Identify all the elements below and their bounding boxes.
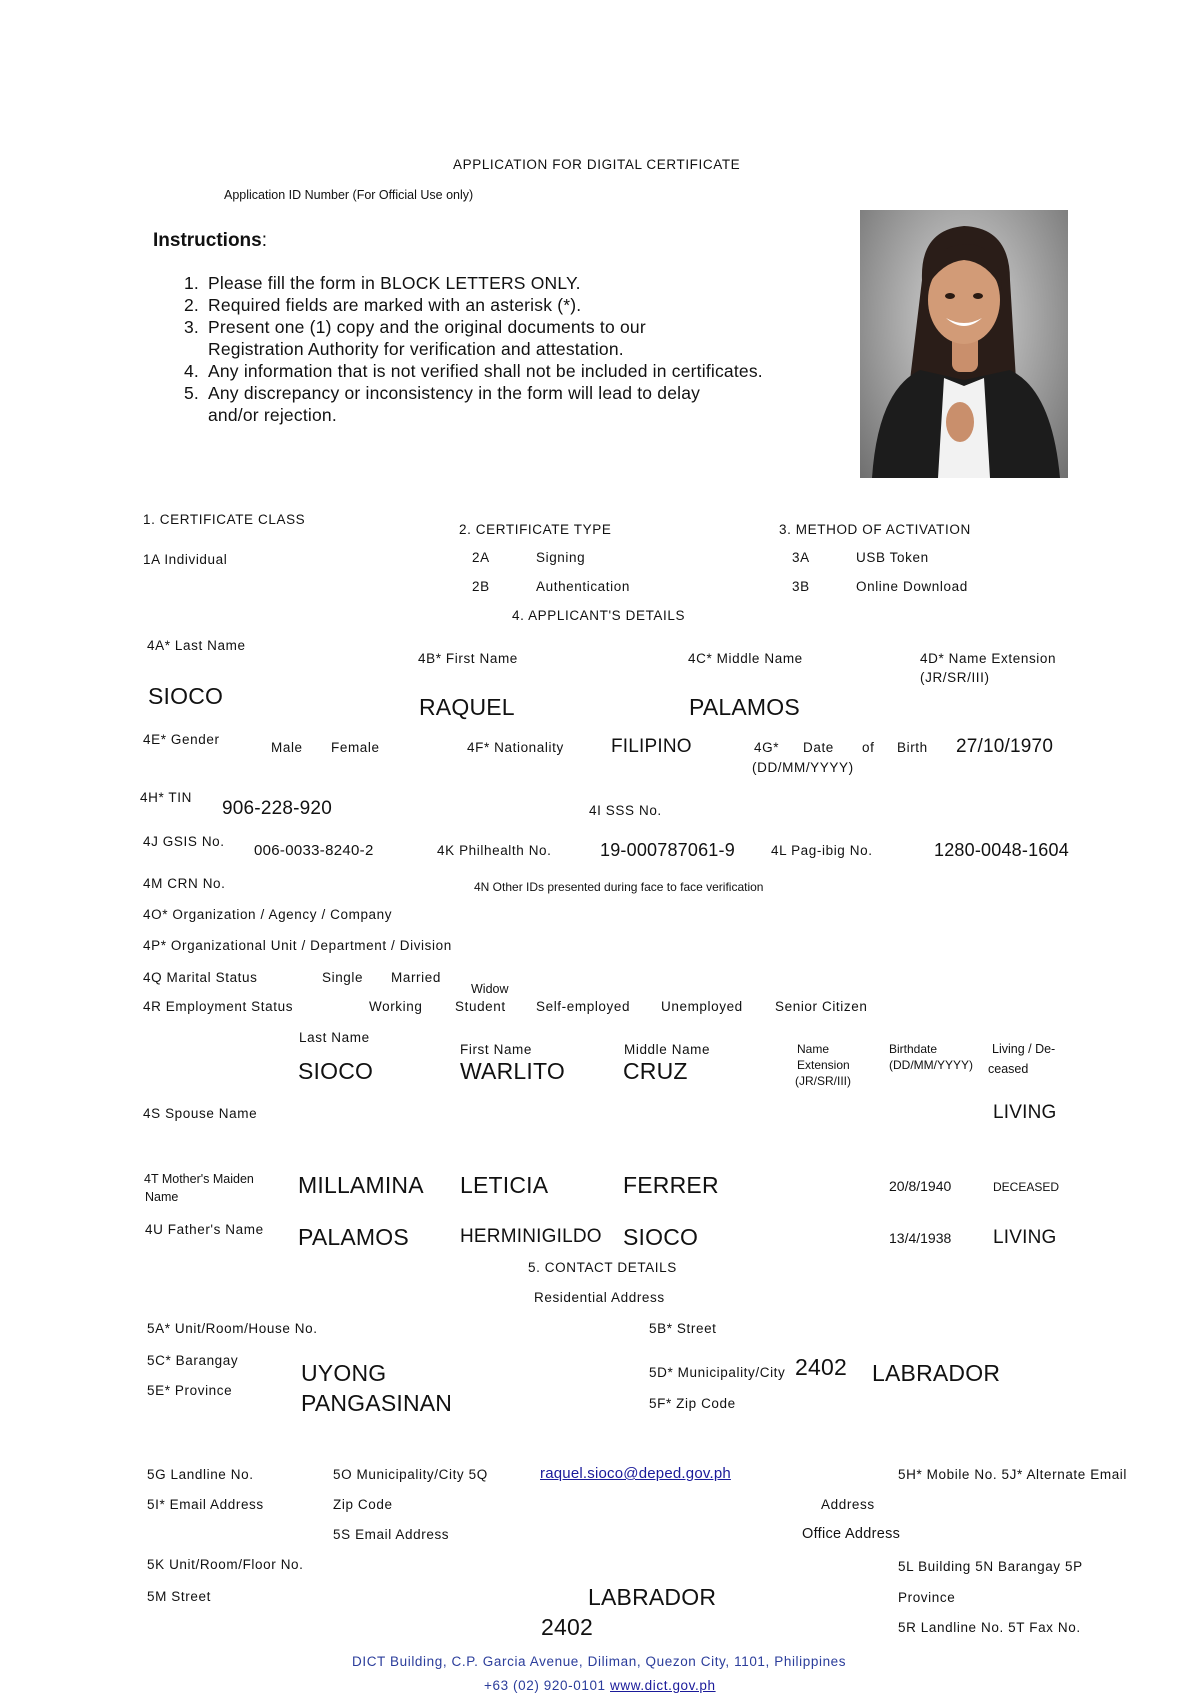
dob-label-field: 4G* (754, 740, 780, 755)
instruction-item: 5. Any discrepancy or inconsistency in the form will lead to delay and/or rejection. (204, 382, 748, 426)
building-barangay-label: 5L Building 5N Barangay 5P (898, 1559, 1083, 1574)
family-col-last-name: Last Name (299, 1030, 370, 1045)
spouse-name-label: 4S Spouse Name (143, 1106, 258, 1121)
office-street-label: 5M Street (147, 1589, 211, 1604)
contact-details-heading: 5. CONTACT DETAILS (528, 1260, 677, 1275)
last-name-value[interactable]: SIOCO (148, 683, 224, 709)
authentication-code: 2B (472, 579, 490, 594)
usb-token-option[interactable]: USB Token (856, 550, 929, 565)
office-address-heading: Office Address (802, 1526, 901, 1542)
family-col-ext-a: Name (797, 1042, 830, 1056)
spouse-last-name[interactable]: SIOCO (298, 1058, 374, 1084)
family-col-first-name: First Name (460, 1042, 533, 1057)
family-col-living-a: Living / De- (992, 1042, 1056, 1056)
employment-working-option[interactable]: Working (369, 999, 423, 1014)
mother-status[interactable]: DECEASED (993, 1180, 1060, 1194)
tin-label: 4H* TIN (140, 790, 192, 805)
barangay-value[interactable]: UYONG (301, 1360, 387, 1386)
sss-label: 4I SSS No. (589, 803, 662, 818)
father-status[interactable]: LIVING (993, 1227, 1057, 1248)
instruction-item: 2. Required fields are marked with an asterisk (*). (204, 294, 904, 316)
zip-code-label-2: Zip Code (333, 1497, 393, 1512)
father-middle-name[interactable]: SIOCO (623, 1224, 699, 1250)
applicant-photo (860, 210, 1068, 478)
barangay-label: 5C* Barangay (147, 1353, 239, 1368)
office-email-label: 5S Email Address (333, 1527, 450, 1542)
footer-address: DICT Building, C.P. Garcia Avenue, Diliman, Quezon City, 1101, Philippines (352, 1654, 847, 1669)
mother-name-label-b: Name (145, 1190, 179, 1204)
organization-label: 4O* Organization / Agency / Company (143, 907, 393, 922)
applicant-details-heading: 4. APPLICANT'S DETAILS (512, 608, 686, 623)
mother-birthdate[interactable]: 20/8/1940 (889, 1178, 952, 1194)
marital-married-option[interactable]: Married (391, 970, 441, 985)
office-zip-value[interactable]: 2402 (541, 1614, 593, 1640)
certificate-class-heading: 1. CERTIFICATE CLASS (143, 512, 306, 527)
father-first-name[interactable]: HERMINIGILDO (460, 1226, 602, 1247)
marital-widow-option[interactable]: Widow (471, 982, 509, 996)
individual-option[interactable]: 1A Individual (143, 552, 228, 567)
province-value[interactable]: PANGASINAN (301, 1390, 453, 1416)
employment-student-option[interactable]: Student (455, 999, 506, 1014)
mother-middle-name[interactable]: FERRER (623, 1172, 719, 1198)
dob-format: (DD/MM/YYYY) (752, 760, 854, 775)
marital-single-option[interactable]: Single (322, 970, 364, 985)
certificate-type-heading: 2. CERTIFICATE TYPE (459, 522, 612, 537)
gsis-value[interactable]: 006-0033-8240-2 (254, 842, 374, 859)
middle-name-value[interactable]: PALAMOS (689, 694, 800, 720)
tin-value[interactable]: 906-228-920 (222, 798, 332, 819)
spouse-status[interactable]: LIVING (993, 1102, 1057, 1123)
instructions-list (152, 272, 904, 426)
pagibig-value[interactable]: 1280-0048-1604 (934, 840, 1069, 860)
employment-unemployed-option[interactable]: Unemployed (661, 999, 743, 1014)
gender-female-option[interactable]: Female (331, 740, 380, 755)
father-last-name[interactable]: PALAMOS (298, 1224, 409, 1250)
philhealth-value[interactable]: 19-000787061-9 (600, 840, 735, 860)
first-name-value[interactable]: RAQUEL (419, 694, 515, 720)
activation-method-heading: 3. METHOD OF ACTIVATION (779, 522, 971, 537)
last-name-label: 4A* Last Name (147, 638, 246, 653)
first-name-label: 4B* First Name (418, 651, 518, 666)
father-birthdate[interactable]: 13/4/1938 (889, 1230, 952, 1246)
employment-senior-citizen-option[interactable]: Senior Citizen (775, 999, 868, 1014)
zip-code-label: 5F* Zip Code (649, 1396, 736, 1411)
footer-contact (484, 1678, 716, 1693)
street-label: 5B* Street (649, 1321, 717, 1336)
municipality-value[interactable]: LABRADOR (872, 1360, 1001, 1386)
spouse-middle-name[interactable]: CRUZ (623, 1058, 688, 1084)
signing-code: 2A (472, 550, 490, 565)
dob-label-birth: Birth (897, 740, 928, 755)
application-id-label: Application ID Number (For Official Use only) (224, 188, 474, 202)
signing-option[interactable]: Signing (536, 550, 586, 565)
name-extension-format: (JR/SR/III) (920, 670, 990, 685)
email-address-label: 5I* Email Address (147, 1497, 264, 1512)
family-col-birthdate-b: (DD/MM/YYYY) (889, 1058, 973, 1072)
office-municipality-value[interactable]: LABRADOR (588, 1584, 717, 1610)
dob-label-date: Date (803, 740, 834, 755)
gsis-label: 4J GSIS No. (143, 834, 225, 849)
father-name-label: 4U Father's Name (145, 1222, 264, 1237)
organizational-unit-label: 4P* Organizational Unit / Department / Division (143, 938, 452, 953)
middle-name-label: 4C* Middle Name (688, 651, 803, 666)
instruction-item: 1. Please fill the form in BLOCK LETTERS ONLY. (204, 272, 904, 294)
mobile-alternate-email-label: 5H* Mobile No. 5J* Alternate Email (898, 1467, 1127, 1482)
employment-self-employed-option[interactable]: Self-employed (536, 999, 631, 1014)
usb-token-code: 3A (792, 550, 810, 565)
portrait-image (860, 210, 1068, 478)
municipality-label: 5D* Municipality/City (649, 1365, 786, 1380)
mother-last-name[interactable]: MILLAMINA (298, 1172, 424, 1198)
landline-fax-label: 5R Landline No. 5T Fax No. (898, 1620, 1081, 1635)
name-extension-label: 4D* Name Extension (920, 651, 1057, 666)
footer-phone: +63 (02) 920-0101 (484, 1678, 606, 1693)
footer-website-link[interactable]: www.dict.gov.ph (610, 1678, 716, 1693)
office-municipality-label: 5O Municipality/City 5Q (333, 1467, 488, 1482)
dob-value[interactable]: 27/10/1970 (956, 736, 1054, 757)
gender-male-option[interactable]: Male (271, 740, 303, 755)
nationality-label: 4F* Nationality (467, 740, 564, 755)
province-label: 5E* Province (147, 1383, 233, 1398)
dob-label-of: of (862, 740, 875, 755)
employment-status-label: 4R Employment Status (143, 999, 294, 1014)
crn-label: 4M CRN No. (143, 876, 226, 891)
nationality-value[interactable]: FILIPINO (611, 736, 692, 757)
residential-zip-value[interactable]: 2402 (795, 1354, 847, 1380)
mother-name-label-a: 4T Mother's Maiden (144, 1172, 254, 1186)
email-link[interactable]: raquel.sioco@deped.gov.ph (540, 1465, 731, 1482)
form-title: APPLICATION FOR DIGITAL CERTIFICATE (453, 157, 741, 172)
instruction-item: 3. Present one (1) copy and the original documents to our Registration Authority for verification and attestation. (204, 316, 688, 360)
unit-room-house-label: 5A* Unit/Room/House No. (147, 1321, 318, 1336)
other-ids-label: 4N Other IDs presented during face to face verification (474, 880, 764, 894)
family-col-living-b: ceased (988, 1062, 1029, 1076)
philhealth-label: 4K Philhealth No. (437, 843, 552, 858)
office-province-label: Province (898, 1590, 956, 1605)
family-col-birthdate-a: Birthdate (889, 1042, 938, 1056)
marital-status-label: 4Q Marital Status (143, 970, 258, 985)
instructions-heading: Instructions: (153, 230, 268, 251)
address-label: Address (821, 1497, 875, 1512)
online-download-code: 3B (792, 579, 810, 594)
online-download-option[interactable]: Online Download (856, 579, 968, 594)
gender-label: 4E* Gender (143, 732, 220, 747)
residential-address-heading: Residential Address (534, 1290, 665, 1305)
landline-label: 5G Landline No. (147, 1467, 254, 1482)
instruction-item: 4. Any information that is not verified shall not be included in certificates. (204, 360, 904, 382)
family-col-ext-c: (JR/SR/III) (795, 1074, 851, 1088)
family-col-ext-b: Extension (797, 1058, 850, 1072)
office-unit-label: 5K Unit/Room/Floor No. (147, 1557, 304, 1572)
mother-first-name[interactable]: LETICIA (460, 1172, 549, 1198)
family-col-middle-name: Middle Name (624, 1042, 711, 1057)
spouse-first-name[interactable]: WARLITO (460, 1058, 565, 1084)
authentication-option[interactable]: Authentication (536, 579, 630, 594)
pagibig-label: 4L Pag-ibig No. (771, 843, 873, 858)
